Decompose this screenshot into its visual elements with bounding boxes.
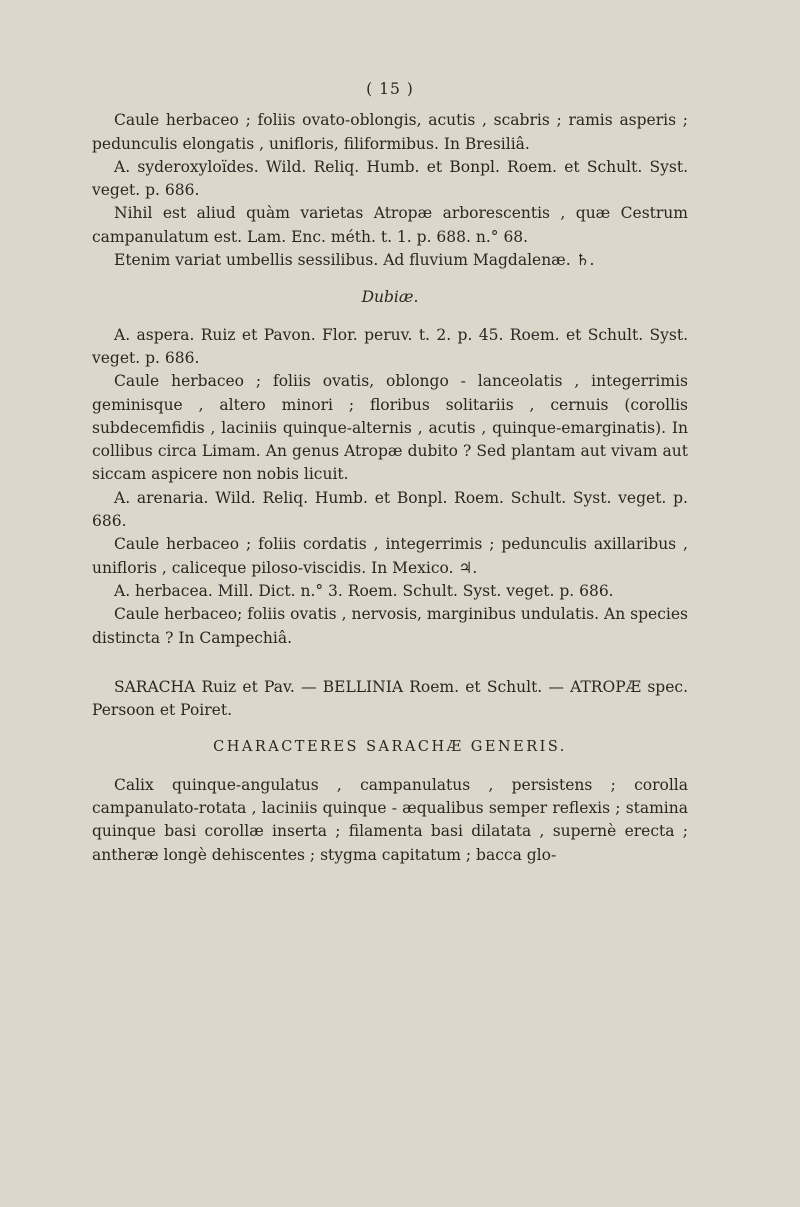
paragraph-p9: A. herbacea. Mill. Dict. n.° 3. Roem. Schult. Syst. veget. p. 686.: [114, 581, 614, 600]
paragraph-p10: Caule herbaceo; foliis ovatis , nervosis, marginibus undulatis. An species distincta ? In Campechiâ.: [92, 605, 688, 647]
paragraph-p6: Caule herbaceo ; foliis ovatis, oblongo - lanceolatis , integerrimis geminisque , altero minori ; floribus solitariis , cernuis (corollis subdecemfidis , laciniis quinque-alternis , acutis , quinque-emarginatis). In collibus circa Limam. An genus Atropæ dubito ? Sed plantam aut vivam aut siccam aspicere non nobis licuit.: [92, 372, 688, 484]
paragraph-p5: A. aspera. Ruiz et Pavon. Flor. peruv. t. 2. p. 45. Roem. et Schult. Syst. veget. p. 686.: [92, 325, 688, 367]
heading-characteres: CHARACTERES SARACHÆ GENERIS.: [213, 739, 567, 756]
text-block: [92, 78, 688, 867]
paragraph-p3: Nihil est aliud quàm varietas Atropæ arborescentis , quæ Cestrum campanulatum est. Lam. Enc. méth. t. 1. p. 688. n.° 68.: [92, 204, 688, 246]
paragraph-p7: A. arenaria. Wild. Reliq. Humb. et Bonpl. Roem. Schult. Syst. veget. p. 686.: [92, 488, 688, 531]
paragraph-p2: A. syderoxyloïdes. Wild. Reliq. Humb. et Bonpl. Roem. et Schult. Syst. veget. p. 686.: [92, 157, 688, 200]
paragraph-p4: Etenim variat umbellis sessilibus. Ad fluvium Magdalenæ. ♄.: [114, 251, 595, 270]
paragraph-p8: Caule herbaceo ; foliis cordatis , integerrimis ; pedunculis axillaribus , unifloris , caliceque piloso-viscidis. In Mexico. ♃.: [92, 535, 688, 577]
paragraph-p11: SARACHA Ruiz et Pav. — BELLINIA Roem. et Schult. — ATROPÆ spec. Persoon et Poiret.: [92, 677, 688, 720]
page-number: ( 15 ): [366, 80, 414, 98]
paragraph-p12: Calix quinque-angulatus , campanulatus , persistens ; corolla campanulato-rotata , laciniis quinque - æqualibus semper reflexis ; stamina quinque basi corollæ inserta ; filamenta basi dilatata , supernè erecta ; antheræ longè dehiscentes ; stygma capitatum ; bacca glo-: [92, 775, 688, 864]
paragraph-p1: Caule herbaceo ; foliis ovato-oblongis, acutis , scabris ; ramis asperis ; pedunculis elongatis , unifloris, filiformibus. In Bresiliâ.: [92, 111, 688, 153]
heading-dubiae: Dubiæ.: [361, 288, 419, 307]
